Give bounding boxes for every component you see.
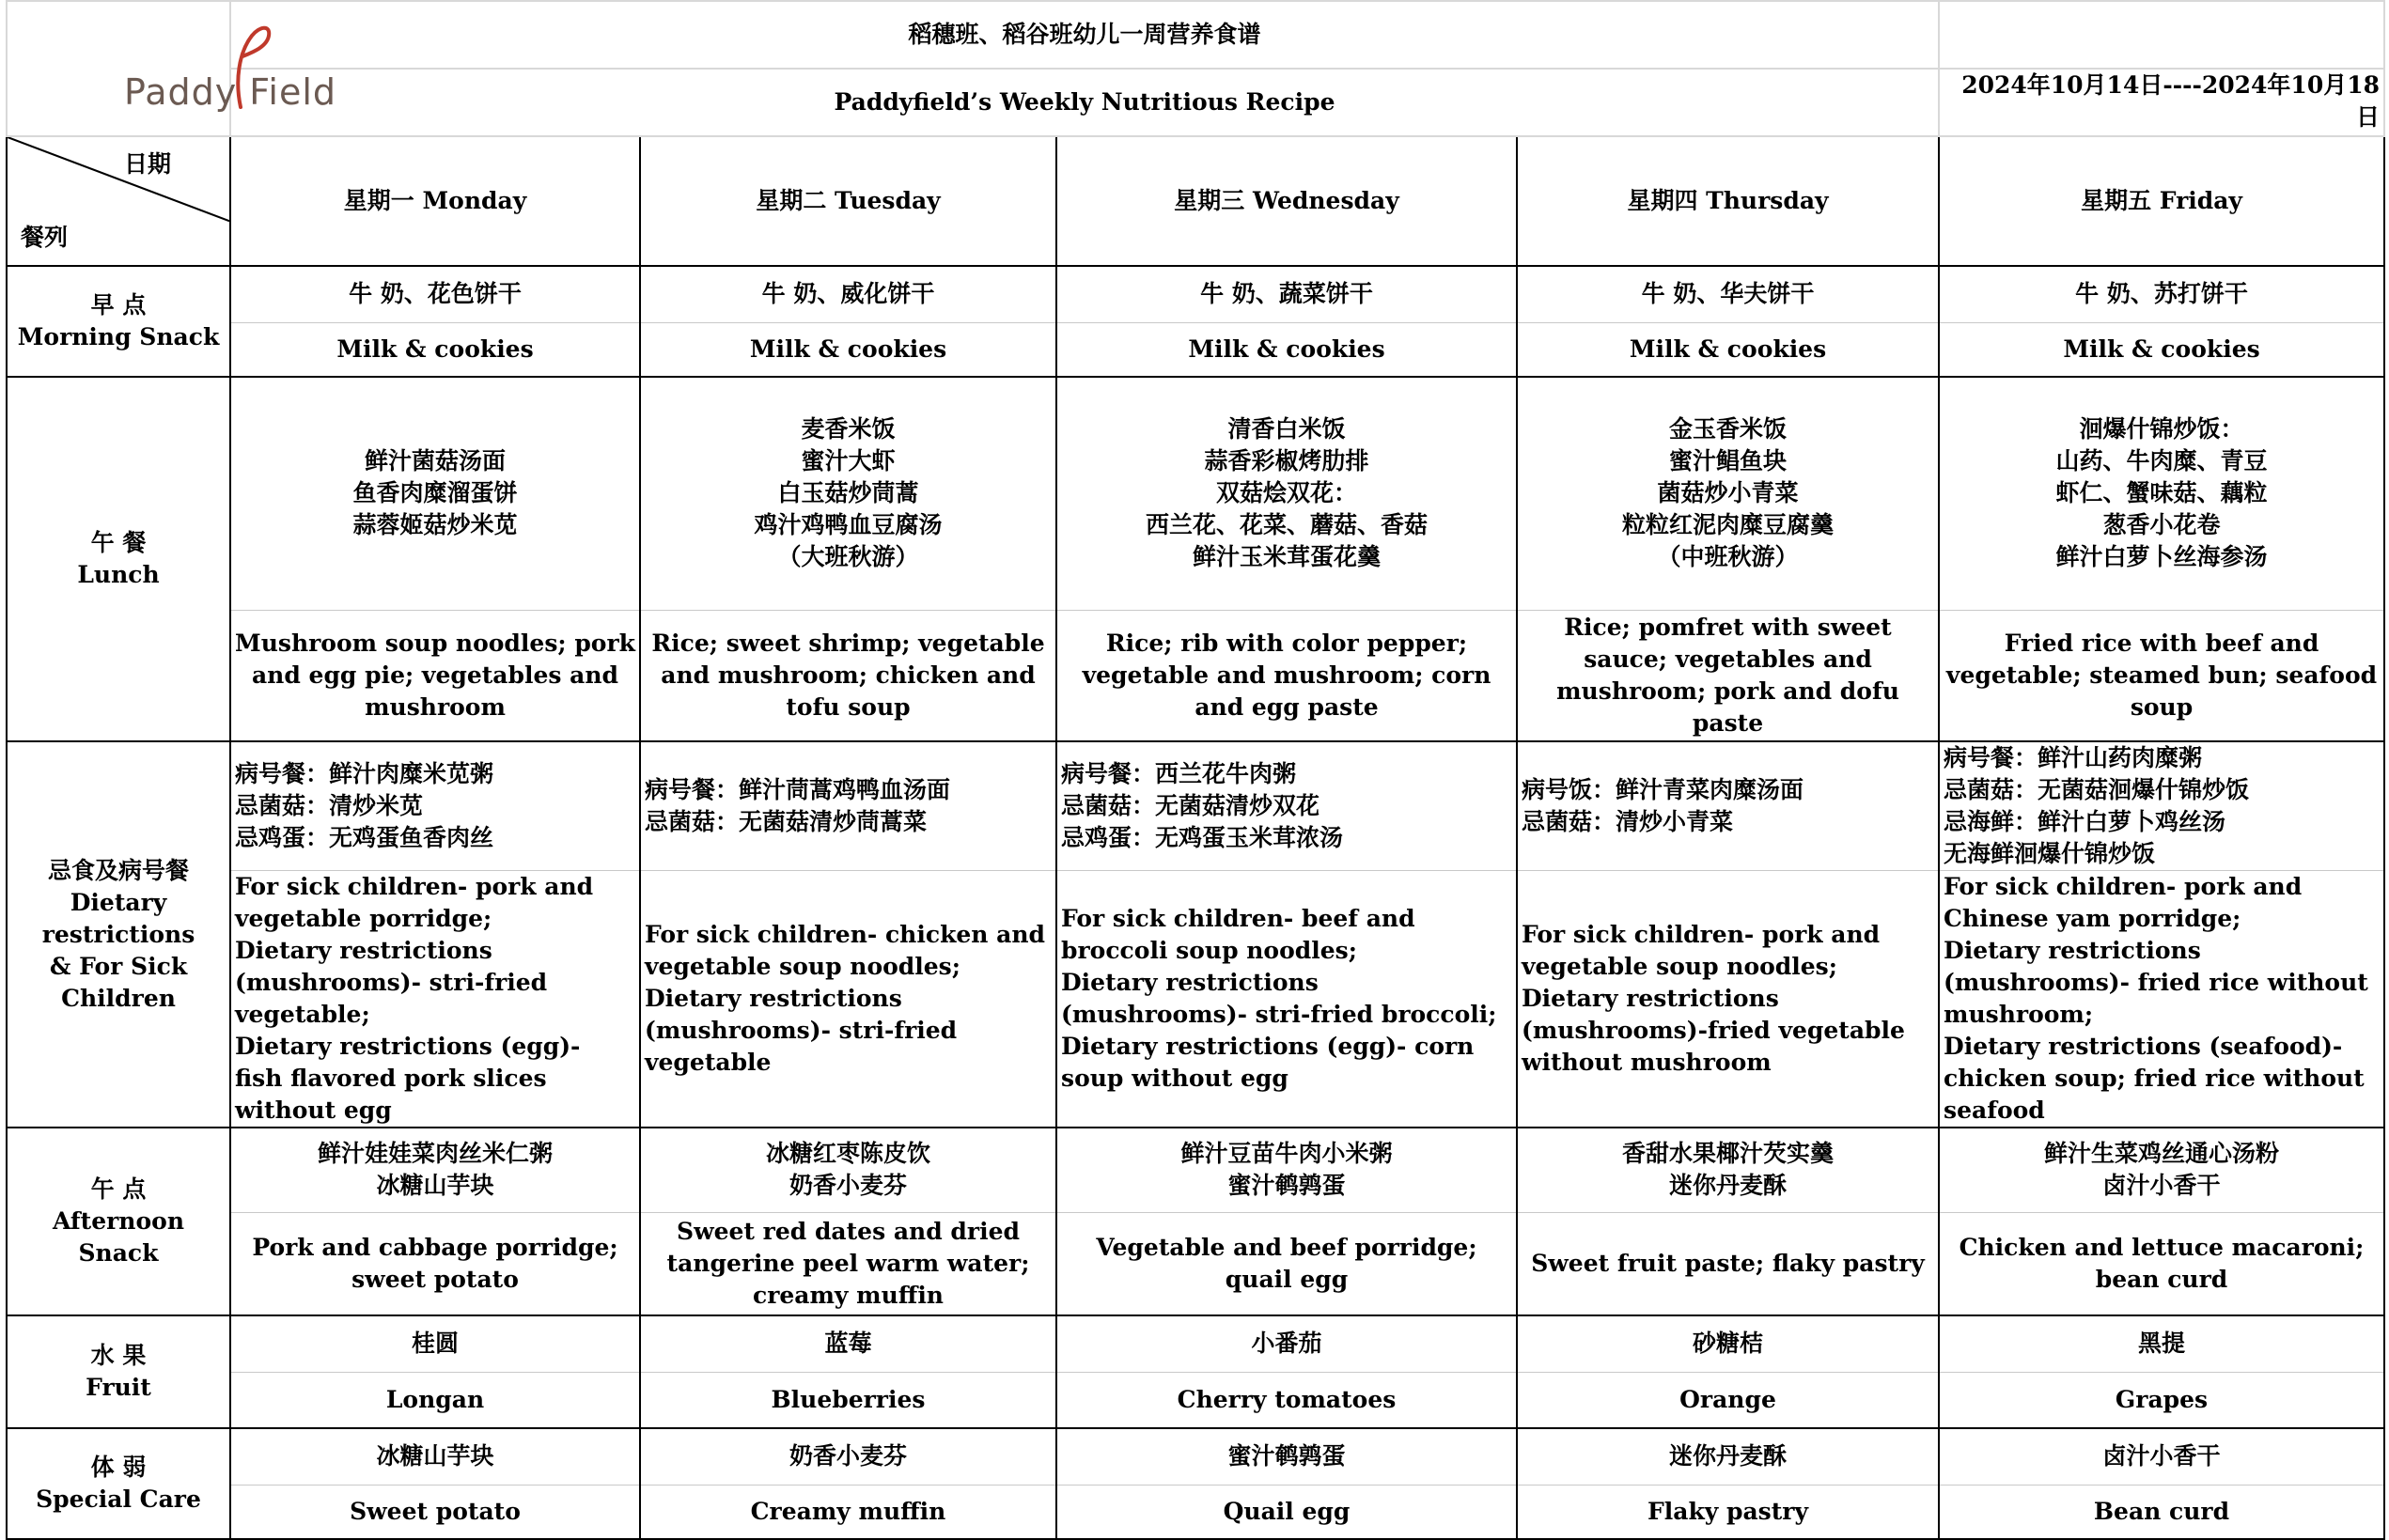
paddy-field-logo bbox=[111, 15, 365, 118]
morning-zh-friday: 牛 奶、苏打饼干 bbox=[1939, 266, 2384, 322]
fruit-zh-wednesday: 小番茄 bbox=[1056, 1315, 1517, 1372]
lunch-en-friday: Fried rice with beef and vegetable; steamed bun; seafood soup bbox=[1939, 610, 2384, 741]
care-en-wednesday: Quail egg bbox=[1056, 1485, 1517, 1539]
lunch-en-wednesday: Rice; rib with color pepper; vegetable and mushroom; corn and egg paste bbox=[1056, 610, 1517, 741]
logo-text: Paddy Field bbox=[124, 71, 337, 113]
afternoon-zh-wednesday: 鲜汁豆苗牛肉小米粥 蜜汁鹌鹑蛋 bbox=[1056, 1128, 1517, 1212]
fruit-en-monday: Longan bbox=[230, 1372, 640, 1428]
title-en: Paddyfield’s Weekly Nutritious Recipe bbox=[230, 69, 1939, 136]
dietary-en-monday: For sick children- pork and vegetable porridge; Dietary restrictions (mushrooms)- stri-fried vegetable; Dietary restrictions (egg)- fish flavored pork slices without egg bbox=[230, 871, 640, 1128]
morning-en-thursday: Milk & cookies bbox=[1517, 322, 1939, 377]
lunch-zh-wednesday: 清香白米饭 蒜香彩椒烤肋排 双菇烩双花： 西兰花、花菜、蘑菇、香菇 鲜汁玉米茸蛋花羹 bbox=[1056, 377, 1517, 610]
corner-label-date: 日期 bbox=[123, 150, 171, 178]
dietary-en-friday: For sick children- pork and Chinese yam porridge; Dietary restrictions (mushrooms)- fried rice without mushroom; Dietary restrictions (seafood)- chicken soup; fried rice without seafood bbox=[1939, 871, 2384, 1128]
afternoon-en-friday: Chicken and lettuce macaroni; bean curd bbox=[1939, 1212, 2384, 1315]
day-header-tuesday: 星期二 Tuesday bbox=[640, 136, 1056, 266]
lunch-zh-tuesday: 麦香米饭 蜜汁大虾 白玉菇炒茼蒿 鸡汁鸡鸭血豆腐汤 （大班秋游） bbox=[640, 377, 1056, 610]
morning-en-tuesday: Milk & cookies bbox=[640, 322, 1056, 377]
afternoon-en-thursday: Sweet fruit paste; flaky pastry bbox=[1517, 1212, 1939, 1315]
fruit-zh-friday: 黑提 bbox=[1939, 1315, 2384, 1372]
dietary-zh-friday: 病号餐：鲜汁山药肉糜粥 忌菌菇：无菌菇洄爆什锦炒饭 忌海鲜：鲜汁白萝卜鸡丝汤 无海鲜洄爆什锦炒饭 bbox=[1939, 741, 2384, 871]
dietary-zh-thursday: 病号饭：鲜汁青菜肉糜汤面 忌菌菇：清炒小青菜 bbox=[1517, 741, 1939, 871]
weekly-menu-table bbox=[6, 0, 2385, 1540]
dietary-en-tuesday: For sick children- chicken and vegetable soup noodles; Dietary restrictions (mushrooms)- stri-fried vegetable bbox=[640, 871, 1056, 1128]
day-header-wednesday: 星期三 Wednesday bbox=[1056, 136, 1517, 266]
corner-header-cell bbox=[7, 136, 230, 266]
morning-en-wednesday: Milk & cookies bbox=[1056, 322, 1517, 377]
meal-label-dietary: 忌食及病号餐 Dietary restrictions & For Sick Children bbox=[7, 741, 230, 1128]
meal-label-afternoon-snack: 午 点 Afternoon Snack bbox=[7, 1128, 230, 1315]
date-range: 2024年10月14日----2024年10月18日 bbox=[1939, 69, 2384, 136]
menu-sheet bbox=[6, 0, 2383, 1525]
care-en-friday: Bean curd bbox=[1939, 1485, 2384, 1539]
dietary-zh-tuesday: 病号餐：鲜汁茼蒿鸡鸭血汤面 忌菌菇：无菌菇清炒茼蒿菜 bbox=[640, 741, 1056, 871]
diagonal-divider bbox=[8, 137, 230, 222]
fruit-zh-tuesday: 蓝莓 bbox=[640, 1315, 1056, 1372]
lunch-en-thursday: Rice; pomfret with sweet sauce; vegetables and mushroom; pork and dofu paste bbox=[1517, 610, 1939, 741]
care-zh-tuesday: 奶香小麦芬 bbox=[640, 1428, 1056, 1485]
afternoon-zh-thursday: 香甜水果椰汁芡实羹 迷你丹麦酥 bbox=[1517, 1128, 1939, 1212]
lunch-zh-monday: 鲜汁菌菇汤面 鱼香肉糜溜蛋饼 蒜蓉姬菇炒米苋 bbox=[230, 377, 640, 610]
care-en-monday: Sweet potato bbox=[230, 1485, 640, 1539]
morning-zh-thursday: 牛 奶、华夫饼干 bbox=[1517, 266, 1939, 322]
morning-zh-tuesday: 牛 奶、威化饼干 bbox=[640, 266, 1056, 322]
lunch-zh-thursday: 金玉香米饭 蜜汁鲳鱼块 菌菇炒小青菜 粒粒红泥肉糜豆腐羹 （中班秋游） bbox=[1517, 377, 1939, 610]
header-empty-cell bbox=[1939, 1, 2384, 69]
afternoon-en-wednesday: Vegetable and beef porridge; quail egg bbox=[1056, 1212, 1517, 1315]
care-zh-monday: 冰糖山芋块 bbox=[230, 1428, 640, 1485]
morning-en-friday: Milk & cookies bbox=[1939, 322, 2384, 377]
afternoon-zh-tuesday: 冰糖红枣陈皮饮 奶香小麦芬 bbox=[640, 1128, 1056, 1212]
fruit-en-friday: Grapes bbox=[1939, 1372, 2384, 1428]
afternoon-zh-monday: 鲜汁娃娃菜肉丝米仁粥 冰糖山芋块 bbox=[230, 1128, 640, 1212]
care-en-thursday: Flaky pastry bbox=[1517, 1485, 1939, 1539]
meal-label-morning-snack: 早 点 Morning Snack bbox=[7, 266, 230, 377]
afternoon-zh-friday: 鲜汁生菜鸡丝通心汤粉 卤汁小香干 bbox=[1939, 1128, 2384, 1212]
lunch-zh-friday: 洄爆什锦炒饭： 山药、牛肉糜、青豆 虾仁、蟹味菇、藕粒 葱香小花卷 鲜汁白萝卜丝海参汤 bbox=[1939, 377, 2384, 610]
meal-label-lunch: 午 餐 Lunch bbox=[7, 377, 230, 741]
dietary-zh-wednesday: 病号餐：西兰花牛肉粥 忌菌菇：无菌菇清炒双花 忌鸡蛋：无鸡蛋玉米茸浓汤 bbox=[1056, 741, 1517, 871]
lunch-en-monday: Mushroom soup noodles; pork and egg pie; vegetables and mushroom bbox=[230, 610, 640, 741]
care-zh-thursday: 迷你丹麦酥 bbox=[1517, 1428, 1939, 1485]
meal-label-special-care: 体 弱 Special Care bbox=[7, 1428, 230, 1539]
morning-zh-monday: 牛 奶、花色饼干 bbox=[230, 266, 640, 322]
lunch-en-tuesday: Rice; sweet shrimp; vegetable and mushroom; chicken and tofu soup bbox=[640, 610, 1056, 741]
fruit-en-thursday: Orange bbox=[1517, 1372, 1939, 1428]
fruit-zh-monday: 桂圆 bbox=[230, 1315, 640, 1372]
afternoon-en-tuesday: Sweet red dates and dried tangerine peel warm water; creamy muffin bbox=[640, 1212, 1056, 1315]
title-zh: 稻穗班、稻谷班幼儿一周营养食谱 bbox=[230, 1, 1939, 69]
care-en-tuesday: Creamy muffin bbox=[640, 1485, 1056, 1539]
care-zh-friday: 卤汁小香干 bbox=[1939, 1428, 2384, 1485]
day-header-friday: 星期五 Friday bbox=[1939, 136, 2384, 266]
afternoon-en-monday: Pork and cabbage porridge; sweet potato bbox=[230, 1212, 640, 1315]
meal-label-fruit: 水 果 Fruit bbox=[7, 1315, 230, 1428]
fruit-en-tuesday: Blueberries bbox=[640, 1372, 1056, 1428]
dietary-en-thursday: For sick children- pork and vegetable soup noodles; Dietary restrictions (mushrooms)-fried vegetable without mushroom bbox=[1517, 871, 1939, 1128]
dietary-zh-monday: 病号餐：鲜汁肉糜米苋粥 忌菌菇：清炒米苋 忌鸡蛋：无鸡蛋鱼香肉丝 bbox=[230, 741, 640, 871]
day-header-monday: 星期一 Monday bbox=[230, 136, 640, 266]
morning-en-monday: Milk & cookies bbox=[230, 322, 640, 377]
fruit-en-wednesday: Cherry tomatoes bbox=[1056, 1372, 1517, 1428]
dietary-en-wednesday: For sick children- beef and broccoli soup noodles; Dietary restrictions (mushrooms)- stri-fried broccoli; Dietary restrictions (egg)- corn soup without egg bbox=[1056, 871, 1517, 1128]
morning-zh-wednesday: 牛 奶、蔬菜饼干 bbox=[1056, 266, 1517, 322]
day-header-thursday: 星期四 Thursday bbox=[1517, 136, 1939, 266]
fruit-zh-thursday: 砂糖桔 bbox=[1517, 1315, 1939, 1372]
care-zh-wednesday: 蜜汁鹌鹑蛋 bbox=[1056, 1428, 1517, 1485]
corner-label-meal: 餐列 bbox=[21, 224, 69, 251]
